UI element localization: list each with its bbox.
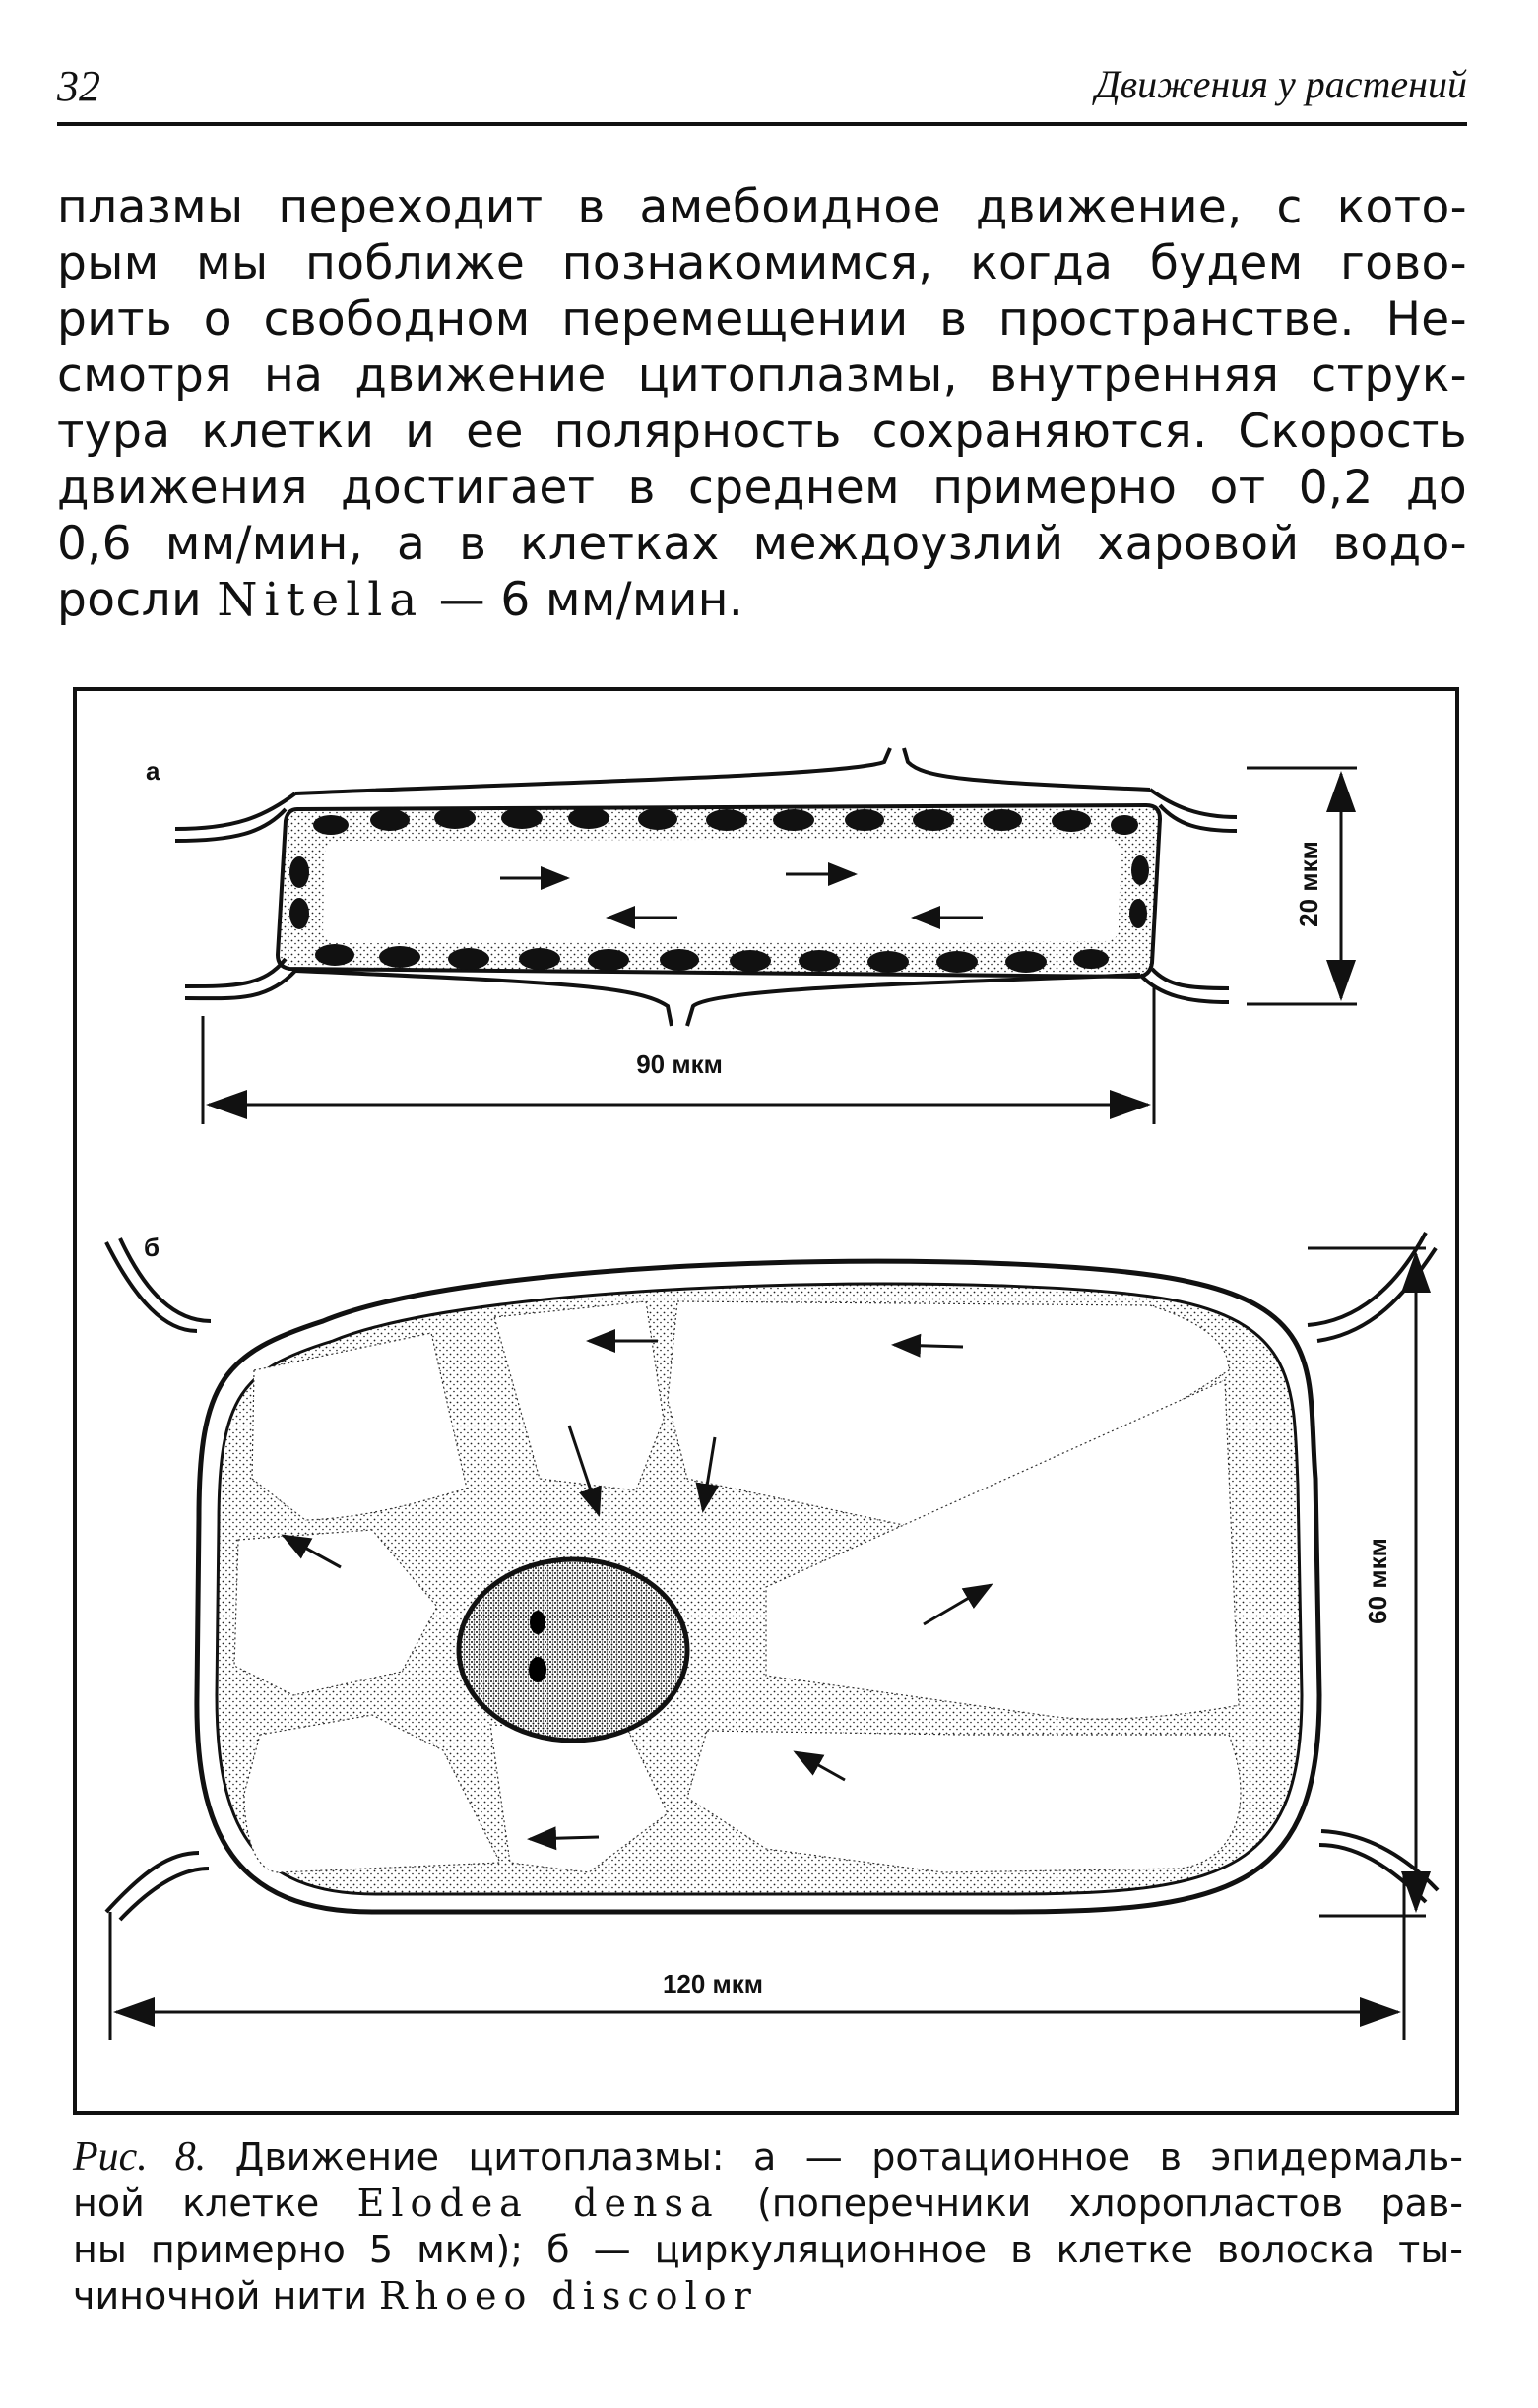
body-line: рым мы поближе познакомимся, когда будем гово- (57, 236, 1467, 290)
panel-b-height-label: 60 мкм (1363, 1538, 1392, 1624)
body-line-suffix: — 6 мм/мин. (423, 573, 744, 627)
panel-a-vacuole (323, 839, 1121, 943)
figure-frame (73, 687, 1459, 2115)
body-line-prefix: росли (57, 573, 218, 627)
panel-a (146, 748, 1357, 1124)
panel-b-label: б (144, 1233, 160, 1262)
caption-line (73, 2273, 1463, 2319)
caption-text: Движение цитоплазмы: а — ротационное в эпидермаль- (206, 2135, 1464, 2179)
panel-a-height-label: 20 мкм (1294, 841, 1323, 927)
figure-number: Рис. 8. (73, 2134, 207, 2180)
caption-line (73, 2134, 1463, 2181)
panel-b (106, 1233, 1438, 2040)
species-name: Elodea densa (356, 2182, 720, 2225)
panel-a-width-label: 90 мкм (636, 1049, 723, 1079)
panel-b-nucleolus (529, 1657, 546, 1682)
body-line: 0,6 мм/мин, а в клетках междоузлий харовой водо- (57, 517, 1467, 571)
body-line: смотря на движение цитоплазмы, внутренняя струк- (57, 349, 1467, 403)
panel-b-width-dimension (110, 1872, 1404, 2040)
species-name: Rhoeo discolor (379, 2274, 758, 2317)
body-line: тура клетки и ее полярность сохраняются. Скорость (57, 405, 1467, 459)
caption-line (73, 2181, 1463, 2227)
page-header (57, 61, 1467, 122)
panel-b-nucleus (459, 1559, 687, 1741)
figure-caption (73, 2134, 1463, 2319)
running-title: Движения у растений (1095, 62, 1467, 106)
caption-text: (поперечники хлоропластов рав- (719, 2182, 1463, 2225)
species-name: Nitella (217, 573, 424, 627)
caption-text: ной клетке (73, 2182, 357, 2225)
body-line-last (57, 572, 1467, 628)
body-line: рить о свободном перемещении в пространстве. Не- (57, 292, 1467, 347)
page-number: 32 (57, 62, 100, 110)
header-rule (57, 122, 1467, 126)
panel-a-label: а (146, 756, 160, 786)
body-line: плазмы переходит в амебоидное движение, с кото- (57, 180, 1467, 234)
figure-illustration (77, 691, 1463, 2119)
caption-text: чиночной нити (73, 2274, 380, 2317)
panel-b-nucleolus (530, 1611, 545, 1634)
body-paragraph (57, 179, 1467, 628)
caption-line: ны примерно 5 мкм); б — циркуляционное в клетке волоска ты- (73, 2228, 1463, 2271)
body-line: движения достигает в среднем примерно от 0,2 до (57, 461, 1467, 515)
panel-b-width-label: 120 мкм (662, 1969, 764, 1998)
